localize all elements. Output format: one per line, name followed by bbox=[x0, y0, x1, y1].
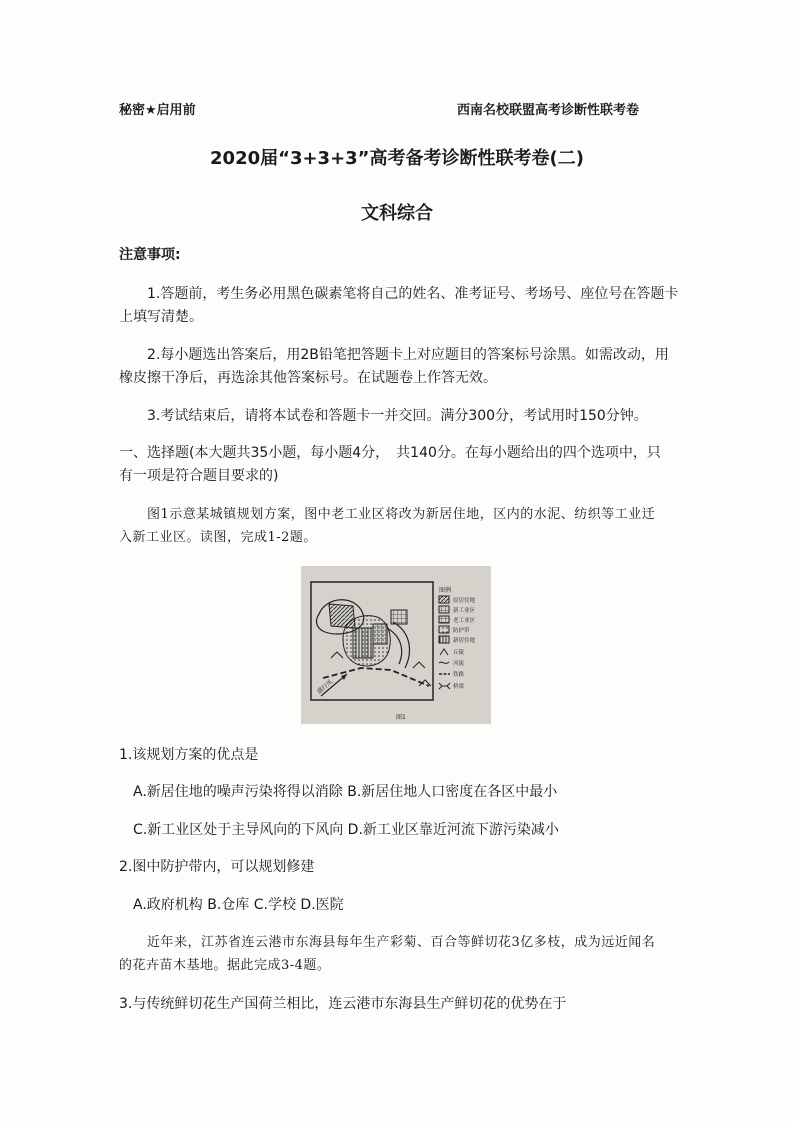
legend-item-3: 防护带 bbox=[453, 628, 470, 634]
question-1-options-line-1: A.新居住地的噪声污染将得以消除 B.新居住地人口密度在各区中最小 bbox=[133, 784, 558, 800]
legend-item-0: 原居住地 bbox=[453, 598, 476, 604]
passage-1-line-1: 图1示意某城镇规划方案，图中老工业区将改为新居住地，区内的水泥、纺织等工业迁 bbox=[147, 507, 656, 522]
figure-1-town-plan-map bbox=[301, 566, 491, 724]
legend-item-1: 新工业区 bbox=[453, 608, 476, 614]
legend-item-2: 老工业区 bbox=[453, 618, 476, 624]
old-industrial-area bbox=[373, 624, 387, 644]
new-residential-area bbox=[353, 628, 373, 658]
new-industrial-area bbox=[391, 610, 407, 624]
passage-2-line-2: 的花卉苗木基地。据此完成3-4题。 bbox=[119, 958, 331, 973]
exam-series-label: 西南名校联盟高考诊断性联考卷 bbox=[457, 103, 640, 118]
section-1-heading-line-2: 有一项是符合题目要求的) bbox=[119, 468, 279, 484]
notice-heading: 注意事项: bbox=[119, 247, 181, 263]
railway bbox=[323, 668, 429, 686]
town-plan-map-graphic bbox=[301, 566, 491, 724]
legend-title: 图例 bbox=[439, 587, 452, 594]
confidential-label: 秘密★启用前 bbox=[119, 103, 196, 118]
notice-item-1-line-2: 上填写清楚。 bbox=[119, 309, 203, 325]
wind-label: 盛行风 bbox=[315, 678, 335, 696]
question-1-options-line-2: C.新工业区处于主导风向的下风向 D.新工业区靠近河流下游污染减小 bbox=[133, 822, 559, 838]
exam-title: 2020届“3+3+3”高考备考诊断性联考卷(二) bbox=[210, 148, 584, 169]
passage-1-line-2: 入新工业区。读图，完成1-2题。 bbox=[119, 530, 317, 545]
section-1-heading-line-1: 一、选择题(本大题共35小题，每小题4分， 共140分。在每小题给出的四个选项中，只 bbox=[119, 445, 661, 461]
figure-caption: 图1 bbox=[396, 714, 406, 721]
exam-subject: 文科综合 bbox=[361, 203, 433, 224]
legend-item-8: 桥梁 bbox=[453, 684, 465, 690]
legend-item-5: 丘陵 bbox=[453, 650, 465, 656]
question-3-stem: 3.与传统鲜切花生产国荷兰相比，连云港市东海县生产鲜切花的优势在于 bbox=[119, 996, 567, 1012]
notice-item-3: 3.考试结束后，请将本试卷和答题卡一并交回。满分300分，考试用时150分钟。 bbox=[147, 408, 648, 424]
notice-item-2-line-1: 2.每小题选出答案后，用2B铅笔把答题卡上对应题目的答案标号涂黑。如需改动，用 bbox=[147, 347, 669, 363]
question-2-options: A.政府机构 B.仓库 C.学校 D.医院 bbox=[133, 897, 344, 913]
passage-2-line-1: 近年来，江苏省连云港市东海县每年生产彩菊、百合等鲜切花3亿多枝，成为远近闻名 bbox=[147, 935, 656, 950]
question-1-stem: 1.该规划方案的优点是 bbox=[119, 747, 259, 763]
legend-item-4: 新居住地 bbox=[453, 638, 476, 644]
legend-item-6: 河流 bbox=[453, 661, 465, 667]
legend-item-7: 铁路 bbox=[453, 672, 465, 678]
notice-item-1-line-1: 1.答题前，考生务必用黑色碳素笔将自己的姓名、准考证号、考场号、座位号在答题卡 bbox=[147, 286, 679, 302]
notice-item-2-line-2: 橡皮擦干净后，再选涂其他答案标号。在试题卷上作答无效。 bbox=[119, 370, 497, 386]
question-2-stem: 2.图中防护带内，可以规划修建 bbox=[119, 859, 315, 875]
